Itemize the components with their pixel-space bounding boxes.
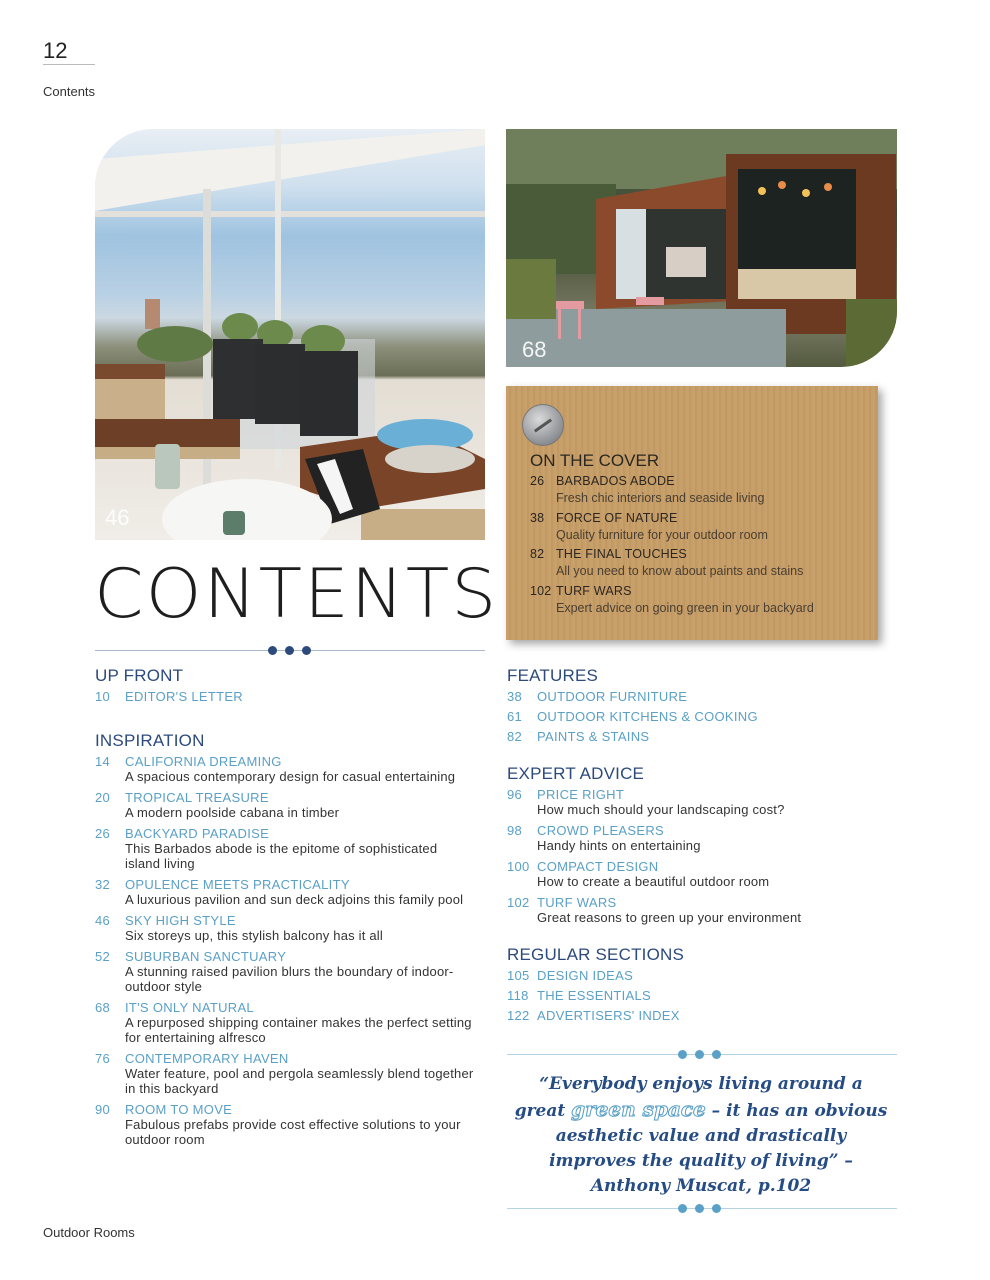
quote-open: “Everybody enjoys living around a great	[514, 1074, 863, 1121]
container-page-label: 68	[522, 337, 547, 362]
toc-item[interactable]	[507, 859, 897, 889]
right-toc-column	[507, 666, 897, 1029]
toc-item-number: 46	[95, 913, 111, 928]
toc-item[interactable]	[507, 823, 897, 853]
container-photo	[506, 129, 897, 367]
toc-item-title: OUTDOOR KITCHENS & COOKING	[537, 709, 758, 724]
toc-item-title: BACKYARD PARADISE	[125, 826, 270, 841]
toc-item-title: EDITOR'S LETTER	[125, 689, 243, 704]
toc-item-desc: A modern poolside cabana in timber	[125, 805, 340, 820]
balcony-page-label: 46	[105, 505, 130, 530]
cover-item-title: BARBADOS ABODE	[556, 474, 675, 488]
cover-item-desc: All you need to know about paints and stains	[556, 564, 804, 578]
balcony-photo	[95, 129, 485, 540]
toc-item-desc: Great reasons to green up your environment	[537, 910, 802, 925]
balcony-illustration	[95, 129, 485, 540]
toc-item[interactable]	[95, 826, 490, 871]
cover-item-number: 38	[530, 510, 545, 525]
toc-item-desc: A stunning raised pavilion blurs the boundary of indoor-outdoor style	[125, 964, 454, 994]
dot	[695, 1050, 704, 1059]
toc-item[interactable]	[95, 754, 490, 784]
divider-dots	[268, 646, 311, 655]
toc-item[interactable]	[507, 1008, 897, 1023]
dot	[678, 1204, 687, 1213]
toc-item-title: PRICE RIGHT	[537, 787, 625, 802]
toc-item[interactable]	[95, 1102, 490, 1147]
contents-title: CONTENTS	[94, 554, 499, 633]
container-illustration	[506, 129, 897, 367]
toc-item-desc: How much should your landscaping cost?	[537, 802, 785, 817]
features-heading: FEATURES	[507, 666, 599, 685]
cover-item[interactable]	[530, 547, 870, 584]
expert-advice-heading: EXPERT ADVICE	[507, 764, 645, 783]
toc-item-number: 61	[507, 709, 523, 724]
toc-item-desc: A spacious contemporary design for casual entertaining	[125, 769, 456, 784]
toc-item[interactable]	[95, 1000, 490, 1045]
toc-item-number: 52	[95, 949, 111, 964]
pull-quote	[512, 1072, 890, 1199]
toc-item-desc: This Barbados abode is the epitome of sophisticated island living	[125, 841, 438, 871]
toc-item[interactable]	[507, 689, 897, 704]
dot	[678, 1050, 687, 1059]
dot	[695, 1204, 704, 1213]
toc-item[interactable]	[95, 689, 490, 704]
cover-item-title: THE FINAL TOUCHES	[556, 547, 687, 561]
toc-item-title: PAINTS & STAINS	[537, 729, 650, 744]
toc-item-desc: Water feature, pool and pergola seamlessly blend together in this backyard	[125, 1066, 474, 1096]
cover-item[interactable]	[530, 511, 870, 548]
toc-item-number: 26	[95, 826, 111, 841]
page-number-rule	[43, 64, 95, 65]
inspiration-heading: INSPIRATION	[95, 731, 205, 750]
toc-item-number: 100	[507, 859, 530, 874]
section-label: Contents	[43, 84, 96, 99]
cover-item-title: TURF WARS	[556, 583, 632, 598]
toc-item-title: OUTDOOR FURNITURE	[537, 689, 688, 704]
toc-item-title: TROPICAL TREASURE	[125, 790, 269, 805]
left-toc-column	[95, 666, 490, 1153]
toc-item[interactable]	[507, 729, 897, 744]
toc-item[interactable]	[95, 949, 490, 994]
toc-item-title: IT'S ONLY NATURAL	[125, 1000, 254, 1015]
toc-item-number: 90	[95, 1102, 111, 1117]
toc-item-number: 32	[95, 877, 111, 892]
toc-item-number: 14	[95, 754, 111, 769]
toc-item-title: CONTEMPORARY HAVEN	[125, 1051, 289, 1066]
dot	[712, 1050, 721, 1059]
toc-item-title: COMPACT DESIGN	[537, 859, 659, 874]
cover-item-title: FORCE OF NATURE	[556, 510, 678, 525]
toc-item-title: CROWD PLEASERS	[537, 823, 665, 838]
toc-item-number: 10	[95, 689, 111, 704]
regular-sections-heading: REGULAR SECTIONS	[507, 945, 685, 964]
toc-item-desc: How to create a beautiful outdoor room	[537, 874, 770, 889]
dot	[302, 646, 311, 655]
toc-item-number: 76	[95, 1051, 111, 1066]
toc-item-number: 102	[507, 895, 530, 910]
cover-item-number: 102	[530, 583, 552, 598]
dot	[268, 646, 277, 655]
toc-item[interactable]	[95, 790, 490, 820]
cover-list	[530, 474, 870, 620]
cover-item-desc: Expert advice on going green in your backyard	[556, 600, 814, 615]
toc-item-title: ADVERTISERS' INDEX	[537, 1008, 680, 1023]
toc-item-title: THE ESSENTIALS	[537, 988, 652, 1003]
toc-item[interactable]	[507, 968, 897, 983]
magazine-footer: Outdoor Rooms	[43, 1225, 135, 1240]
toc-item-number: 98	[507, 823, 523, 838]
quote-rest: – it has an obvious aesthetic value and drastically improves the quality of living” – Anthony Muscat, p.102	[549, 1101, 888, 1196]
quote-top-dots	[678, 1050, 721, 1059]
cover-item[interactable]	[530, 584, 870, 621]
toc-item[interactable]	[95, 1051, 490, 1096]
quote-highlight: green space	[571, 1097, 706, 1121]
toc-item-title: OPULENCE MEETS PRACTICALITY	[125, 877, 350, 892]
dot	[712, 1204, 721, 1213]
toc-item-title: SKY HIGH STYLE	[125, 913, 236, 928]
toc-item-number: 38	[507, 689, 523, 704]
toc-item-number: 118	[507, 988, 529, 1003]
cover-title: ON THE COVER	[530, 451, 660, 470]
toc-item-desc: Handy hints on entertaining	[537, 838, 701, 853]
cover-item-desc: Fresh chic interiors and seaside living	[556, 491, 765, 505]
toc-item-title: DESIGN IDEAS	[537, 968, 634, 983]
toc-item[interactable]	[507, 709, 897, 724]
up-front-heading: UP FRONT	[95, 666, 184, 685]
badge-icon	[522, 404, 564, 446]
toc-item[interactable]	[507, 787, 897, 817]
cover-item-desc: Quality furniture for your outdoor room	[556, 527, 768, 542]
toc-item[interactable]	[507, 988, 897, 1003]
toc-item-number: 122	[507, 1008, 530, 1023]
toc-item-number: 105	[507, 968, 530, 983]
dot	[285, 646, 294, 655]
page-number: 12	[43, 38, 68, 63]
toc-item-desc: A luxurious pavilion and sun deck adjoins this family pool	[125, 892, 464, 907]
cover-item-number: 26	[530, 474, 545, 488]
toc-item-number: 68	[95, 1000, 111, 1015]
toc-item-number: 82	[507, 729, 523, 744]
toc-item-number: 96	[507, 787, 523, 802]
toc-item-desc: Six storeys up, this stylish balcony has it all	[125, 928, 383, 943]
toc-item[interactable]	[95, 877, 490, 907]
quote-bottom-dots	[678, 1204, 721, 1213]
cover-item[interactable]	[530, 474, 870, 511]
cover-item-number: 82	[530, 547, 545, 561]
toc-item[interactable]	[95, 913, 490, 943]
toc-item-title: SUBURBAN SANCTUARY	[125, 949, 287, 964]
toc-item-title: ROOM TO MOVE	[125, 1102, 233, 1117]
toc-item[interactable]	[507, 895, 897, 925]
toc-item-desc: Fabulous prefabs provide cost effective solutions to your outdoor room	[125, 1117, 461, 1147]
on-the-cover-panel	[506, 386, 878, 640]
toc-item-title: CALIFORNIA DREAMING	[125, 754, 282, 769]
toc-item-desc: A repurposed shipping container makes the perfect setting for entertaining alfresco	[125, 1015, 472, 1045]
toc-item-number: 20	[95, 790, 111, 805]
toc-item-title: TURF WARS	[537, 895, 617, 910]
